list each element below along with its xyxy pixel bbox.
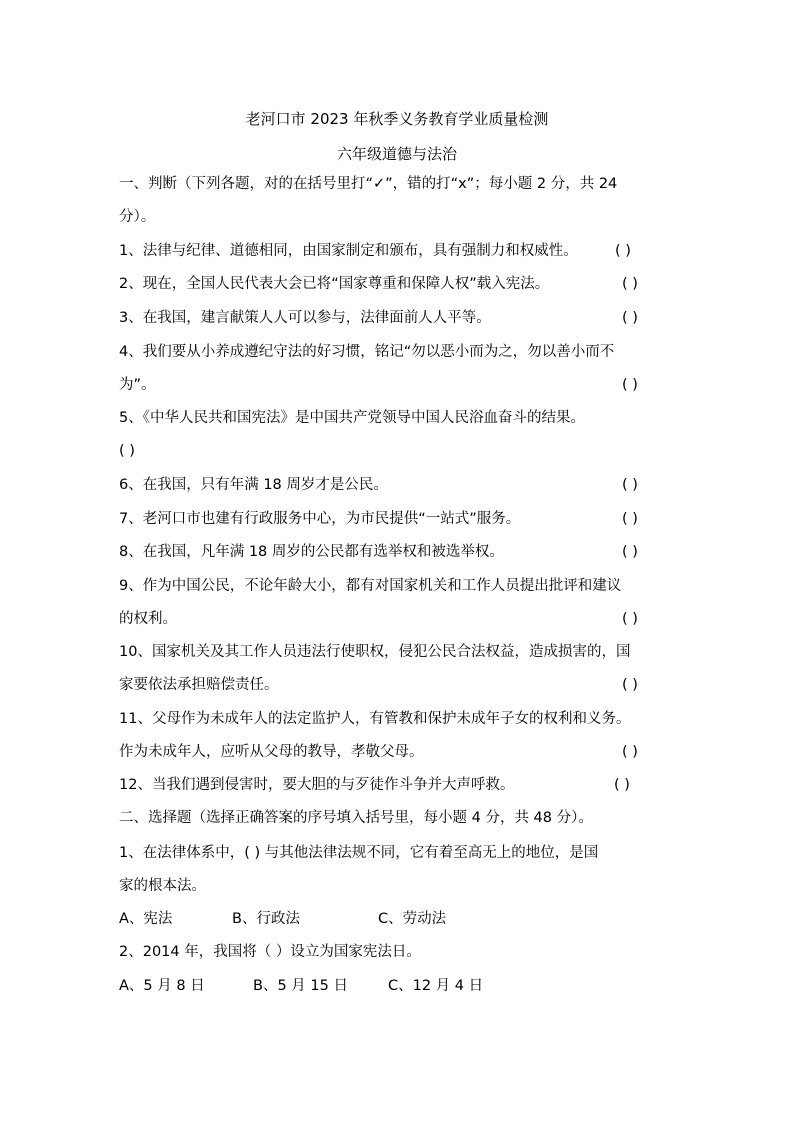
- answer-paren: ( ): [614, 777, 630, 793]
- judge-q9-cont: 的权利。: [119, 611, 177, 627]
- judge-q1: 1、法律与纪律、道德相同，由国家制定和颁布，具有强制力和权威性。: [119, 243, 578, 259]
- judge-q10-cont: 家要依法承担赔偿责任。: [119, 677, 279, 693]
- answer-paren: ( ): [622, 611, 638, 627]
- answer-paren: ( ): [622, 511, 638, 527]
- answer-paren: ( ): [622, 310, 638, 326]
- judge-q12: 12、当我们遇到侵害时，要大胆的与歹徒作斗争并大声呼救。: [119, 777, 515, 793]
- choice-q1-option-c: C、劳动法: [378, 911, 447, 927]
- answer-paren: ( ): [622, 744, 638, 760]
- judge-q8: 8、在我国，凡年满 18 周岁的公民都有选举权和被选举权。: [119, 544, 504, 560]
- choice-q1-cont: 家的根本法。: [119, 878, 206, 894]
- section1-heading: 一、判断（下列各题，对的在括号里打“✓”，错的打“x”；每小题 2 分，共 24: [119, 176, 618, 192]
- section2-heading: 二、选择题（选择正确答案的序号填入括号里，每小题 4 分，共 48 分）。: [119, 810, 593, 826]
- section1-heading-cont: 分）。: [119, 209, 156, 225]
- judge-q9: 9、作为中国公民，不论年龄大小，都有对国家机关和工作人员提出批评和建议: [119, 578, 622, 594]
- judge-q2: 2、现在，全国人民代表大会已将“国家尊重和保障人权”载入宪法。: [119, 276, 550, 292]
- judge-q4-cont: 为”。: [119, 377, 156, 393]
- judge-q11-cont: 作为未成年人，应听从父母的教导，孝敬父母。: [119, 744, 424, 760]
- judge-q7: 7、老河口市也建有行政服务中心，为市民提供“一站式”服务。: [119, 511, 521, 527]
- answer-paren: ( ): [622, 544, 638, 560]
- choice-q1: 1、在法律体系中，( ) 与其他法律法规不同，它有着至高无上的地位，是国: [119, 845, 599, 861]
- answer-paren: ( ): [622, 477, 638, 493]
- answer-paren: ( ): [119, 443, 135, 459]
- judge-q4: 4、我们要从小养成遵纪守法的好习惯，铭记“勿以恶小而为之，勿以善小而不: [119, 344, 615, 360]
- exam-subtitle: 六年级道德与法治: [336, 145, 457, 163]
- judge-q10: 10、国家机关及其工作人员违法行使职权，侵犯公民合法权益，造成损害的，国: [119, 644, 631, 660]
- answer-paren: ( ): [622, 677, 638, 693]
- choice-q2: 2、2014 年，我国将（ ）设立为国家宪法日。: [119, 944, 421, 960]
- judge-q3: 3、在我国，建言献策人人可以参与，法律面前人人平等。: [119, 310, 491, 326]
- choice-q2-option-a: A、5 月 8 日: [119, 978, 205, 994]
- choice-q2-option-c: C、12 月 4 日: [388, 978, 484, 994]
- judge-q5: 5、《中华人民共和国宪法》是中国共产党领导中国人民浴血奋斗的结果。: [119, 410, 585, 426]
- exam-title: 老河口市 2023 年秋季义务教育学业质量检测: [245, 110, 549, 128]
- judge-q11: 11、父母作为未成年人的法定监护人，有管教和保护未成年子女的权利和义务。: [119, 711, 631, 727]
- choice-q1-option-a: A、宪法: [119, 911, 173, 927]
- answer-paren: ( ): [615, 243, 631, 259]
- answer-paren: ( ): [622, 377, 638, 393]
- choice-q2-option-b: B、5 月 15 日: [253, 978, 348, 994]
- answer-paren: ( ): [622, 276, 638, 292]
- choice-q1-option-b: B、行政法: [232, 911, 300, 927]
- judge-q6: 6、在我国，只有年满 18 周岁才是公民。: [119, 477, 388, 493]
